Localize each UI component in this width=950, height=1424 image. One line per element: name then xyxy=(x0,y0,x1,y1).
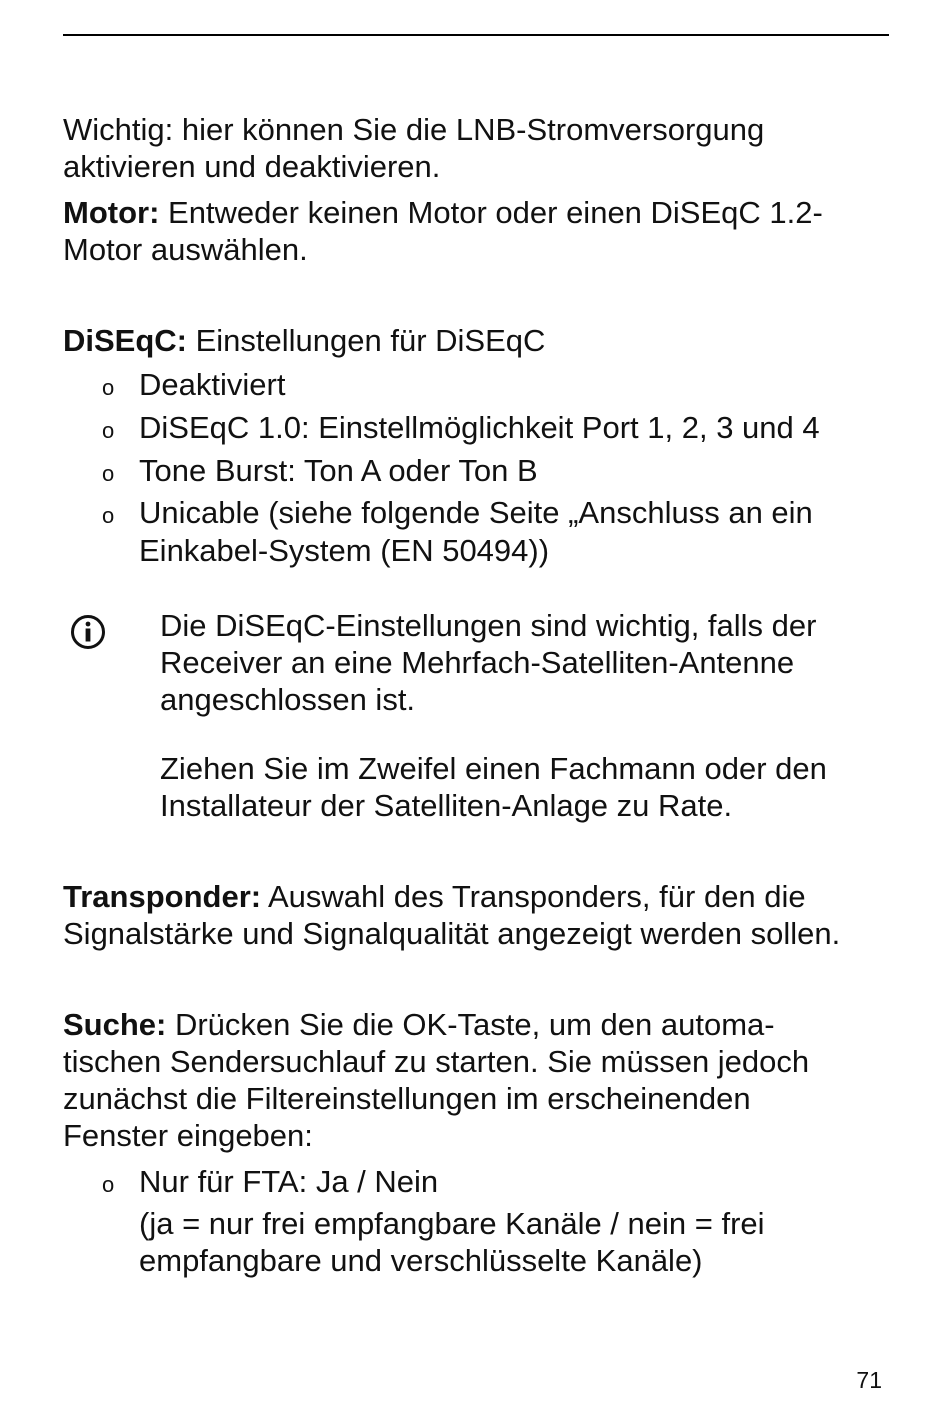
bullet-marker: o xyxy=(102,375,115,400)
bullet-marker: o xyxy=(102,1172,115,1197)
transponder-text: Auswahl des Transponders, für den die xyxy=(261,879,806,914)
intro-line-2: aktivieren und deaktivieren. xyxy=(63,149,441,184)
transponder-line-1 xyxy=(63,878,806,915)
motor-line-2: Motor auswählen. xyxy=(63,232,308,267)
bullet-marker: o xyxy=(102,418,115,443)
diseqc-heading xyxy=(63,322,545,359)
note-p2-line-1: Ziehen Sie im Zweifel einen Fachmann oder den xyxy=(160,751,827,786)
suche-line-1 xyxy=(63,1006,775,1043)
note-p1-line-2: Receiver an eine Mehrfach-Satelliten-Antenne xyxy=(160,645,795,680)
note-p2-line-2: Installateur der Satelliten-Anlage zu Rate. xyxy=(160,788,733,823)
motor-line-1 xyxy=(63,194,823,231)
bullet-marker: o xyxy=(102,461,115,486)
transponder-label: Transponder: xyxy=(63,879,262,914)
suche-line-2: tischen Sendersuchlauf zu starten. Sie müssen jedoch xyxy=(63,1044,810,1079)
diseqc-item-2: DiSEqC 1.0: Einstellmöglichkeit Port 1, 2, 3 und 4 xyxy=(139,410,820,445)
info-icon xyxy=(70,614,106,650)
transponder-line-2: Signalstärke und Signalqualität angezeigt werden sollen. xyxy=(63,916,841,951)
motor-text: Entweder keinen Motor oder einen DiSEqC 1.2- xyxy=(159,195,823,230)
intro-line-1: Wichtig: hier können Sie die LNB-Stromversorgung xyxy=(63,112,765,147)
suche-item-1-note-line-1: (ja = nur frei empfangbare Kanäle / nein = frei xyxy=(139,1206,765,1241)
header-rule xyxy=(63,34,889,36)
diseqc-item-4: Unicable (siehe folgende Seite „Anschluss an ein xyxy=(139,495,813,530)
motor-label: Motor: xyxy=(63,195,160,230)
diseqc-item-1: Deaktiviert xyxy=(139,367,286,402)
diseqc-item-3: Tone Burst: Ton A oder Ton B xyxy=(139,453,538,488)
bullet-marker: o xyxy=(102,503,115,528)
suche-line-3: zunächst die Filtereinstellungen im erscheinenden xyxy=(63,1081,751,1116)
suche-line-4: Fenster eingeben: xyxy=(63,1118,313,1153)
note-p1-line-1: Die DiSEqC-Einstellungen sind wichtig, falls der xyxy=(160,608,817,643)
diseqc-label: DiSEqC: xyxy=(63,323,187,358)
suche-label: Suche: xyxy=(63,1007,167,1042)
suche-item-1-note-line-2: empfangbare und verschlüsselte Kanäle) xyxy=(139,1243,703,1278)
diseqc-item-4-continued: Einkabel-System (EN 50494)) xyxy=(139,533,550,568)
page-number: 71 xyxy=(856,1367,882,1393)
diseqc-text: Einstellungen für DiSEqC xyxy=(187,323,546,358)
suche-item-1: Nur für FTA: Ja / Nein xyxy=(139,1164,439,1199)
note-p1-line-3: angeschlossen ist. xyxy=(160,682,416,717)
suche-text: Drücken Sie die OK-Taste, um den automa- xyxy=(166,1007,775,1042)
